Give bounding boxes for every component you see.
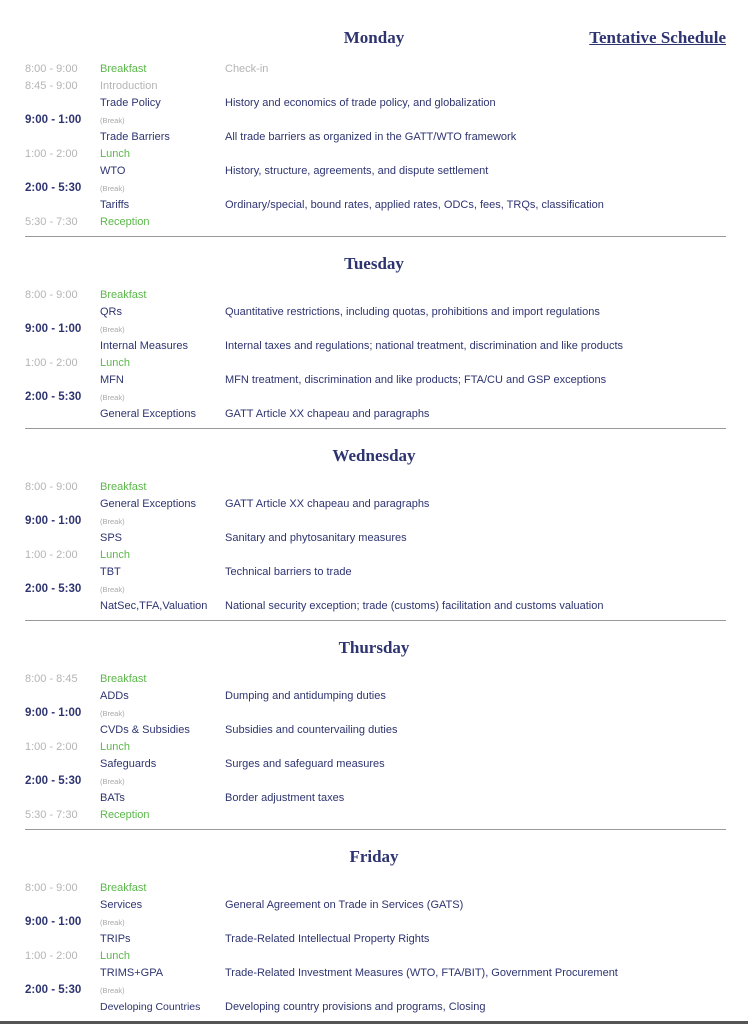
schedule-row <box>0 982 748 999</box>
session-description: Internal taxes and regulations; national treatment, discrimination and like products <box>225 340 624 352</box>
time-slot: 5:30 - 7:30 <box>25 809 78 821</box>
session-title: SPS <box>100 532 123 544</box>
time-slot: 8:00 - 9:00 <box>25 481 78 493</box>
session-title: WTO <box>100 165 126 177</box>
session-description: Surges and safeguard measures <box>225 758 385 770</box>
day-title: Friday <box>349 847 399 866</box>
schedule-row <box>0 756 748 773</box>
session-title: BATs <box>100 792 125 804</box>
session-title: (Break) <box>100 325 125 334</box>
day-title: Tuesday <box>344 254 404 273</box>
session-title: (Break) <box>100 918 125 927</box>
tentative-schedule-heading: Tentative Schedule <box>589 28 726 47</box>
session-description: Quantitative restrictions, including quotas, prohibitions and import regulations <box>225 306 600 318</box>
schedule-row <box>0 479 748 496</box>
schedule-row <box>0 948 748 965</box>
day-title: Monday <box>343 28 405 47</box>
schedule-row <box>0 180 748 197</box>
session-title: (Break) <box>100 517 125 526</box>
schedule-row <box>0 688 748 705</box>
session-description: Developing country provisions and programs, Closing <box>225 1001 486 1013</box>
schedule-row <box>0 287 748 304</box>
time-slot: 8:00 - 9:00 <box>25 63 78 75</box>
time-slot: 8:00 - 9:00 <box>25 882 78 894</box>
time-slot: 8:45 - 9:00 <box>25 80 78 92</box>
session-title: (Break) <box>100 709 125 718</box>
session-title: Tariffs <box>100 199 130 211</box>
schedule-row <box>0 773 748 790</box>
schedule-row <box>0 790 748 807</box>
schedule-row <box>0 406 748 423</box>
session-description: MFN treatment, discrimination and like products; FTA/CU and GSP exceptions <box>225 374 607 386</box>
time-slot: 2:00 - 5:30 <box>25 583 82 595</box>
session-description: Ordinary/special, bound rates, applied rates, ODCs, fees, TRQs, classification <box>225 199 604 211</box>
time-slot: 9:00 - 1:00 <box>25 323 82 335</box>
session-title: ADDs <box>100 690 129 702</box>
session-title: Breakfast <box>100 289 147 301</box>
session-description: Sanitary and phytosanitary measures <box>225 532 407 544</box>
day-section-tuesday <box>0 237 748 429</box>
day-section-friday <box>0 830 748 1022</box>
session-title: (Break) <box>100 184 125 193</box>
schedule-row <box>0 372 748 389</box>
session-title: Breakfast <box>100 481 147 493</box>
session-description: All trade barriers as organized in the GATT/WTO framework <box>225 131 517 143</box>
schedule-row <box>0 722 748 739</box>
session-description: Trade-Related Investment Measures (WTO, FTA/BIT), Government Procurement <box>225 967 618 979</box>
time-slot: 9:00 - 1:00 <box>25 515 82 527</box>
time-slot: 1:00 - 2:00 <box>25 549 78 561</box>
session-description: Dumping and antidumping duties <box>225 690 386 702</box>
day-title: Wednesday <box>332 446 416 465</box>
session-title: Lunch <box>100 148 130 160</box>
schedule-row <box>0 163 748 180</box>
session-title: Lunch <box>100 549 130 561</box>
schedule-row <box>0 671 748 688</box>
session-title: Lunch <box>100 357 130 369</box>
session-description: Border adjustment taxes <box>225 792 345 804</box>
day-section-thursday <box>0 621 748 830</box>
session-title: (Break) <box>100 986 125 995</box>
session-description: Subsidies and countervailing duties <box>225 724 398 736</box>
schedule-row <box>0 197 748 214</box>
time-slot: 1:00 - 2:00 <box>25 357 78 369</box>
schedule-row <box>0 564 748 581</box>
session-title: General Exceptions <box>100 408 196 420</box>
day-title: Thursday <box>338 638 410 657</box>
session-title: Breakfast <box>100 63 147 75</box>
day-section-wednesday <box>0 429 748 621</box>
session-description: National security exception; trade (customs) facilitation and customs valuation <box>225 600 604 612</box>
schedule-row <box>0 338 748 355</box>
schedule-row <box>0 581 748 598</box>
schedule-row <box>0 389 748 406</box>
time-slot: 1:00 - 2:00 <box>25 950 78 962</box>
schedule-row <box>0 146 748 163</box>
schedule-row <box>0 547 748 564</box>
session-title: Reception <box>100 809 150 821</box>
session-description: History and economics of trade policy, and globalization <box>225 97 496 109</box>
schedule-row <box>0 304 748 321</box>
time-slot: 2:00 - 5:30 <box>25 984 82 996</box>
schedule-row <box>0 999 748 1016</box>
session-description: GATT Article XX chapeau and paragraphs <box>225 408 430 420</box>
time-slot: 8:00 - 9:00 <box>25 289 78 301</box>
time-slot: 9:00 - 1:00 <box>25 916 82 928</box>
session-title: Services <box>100 899 143 911</box>
schedule-row <box>0 112 748 129</box>
schedule-row <box>0 914 748 931</box>
session-title: TBT <box>100 566 121 578</box>
session-title: CVDs & Subsidies <box>100 724 190 736</box>
time-slot: 2:00 - 5:30 <box>25 182 82 194</box>
schedule-row <box>0 880 748 897</box>
session-title: Safeguards <box>100 758 157 770</box>
time-slot: 2:00 - 5:30 <box>25 391 82 403</box>
schedule-row <box>0 530 748 547</box>
session-description: Trade-Related Intellectual Property Rights <box>225 933 430 945</box>
session-title: (Break) <box>100 116 125 125</box>
session-title: TRIMS+GPA <box>100 967 164 979</box>
session-title: Lunch <box>100 950 130 962</box>
session-title: Introduction <box>100 80 158 92</box>
schedule-row <box>0 513 748 530</box>
session-title: MFN <box>100 374 124 386</box>
schedule-row <box>0 95 748 112</box>
schedule-row <box>0 598 748 615</box>
session-title: Developing Countries <box>100 1001 201 1013</box>
time-slot: 1:00 - 2:00 <box>25 148 78 160</box>
time-slot: 2:00 - 5:30 <box>25 775 82 787</box>
schedule-row <box>0 705 748 722</box>
session-title: (Break) <box>100 585 125 594</box>
session-description: GATT Article XX chapeau and paragraphs <box>225 498 430 510</box>
schedule-row <box>0 61 748 78</box>
session-title: (Break) <box>100 393 125 402</box>
session-title: Trade Policy <box>100 97 161 109</box>
session-title: Trade Barriers <box>100 131 170 143</box>
schedule-row <box>0 739 748 756</box>
time-slot: 1:00 - 2:00 <box>25 741 78 753</box>
session-description: Technical barriers to trade <box>225 566 352 578</box>
schedule-row <box>0 214 748 231</box>
schedule-row <box>0 931 748 948</box>
schedule-row <box>0 321 748 338</box>
schedule-row <box>0 965 748 982</box>
schedule-document <box>0 11 748 1022</box>
schedule-row <box>0 129 748 146</box>
session-title: Lunch <box>100 741 130 753</box>
session-title: Breakfast <box>100 882 147 894</box>
day-section-monday <box>0 11 748 237</box>
session-description: Check-in <box>225 63 269 75</box>
schedule-row <box>0 897 748 914</box>
schedule-row <box>0 355 748 372</box>
session-title: Internal Measures <box>100 340 189 352</box>
session-title: Breakfast <box>100 673 147 685</box>
session-title: Reception <box>100 216 150 228</box>
schedule-row <box>0 496 748 513</box>
time-slot: 9:00 - 1:00 <box>25 707 82 719</box>
schedule-row <box>0 807 748 824</box>
time-slot: 5:30 - 7:30 <box>25 216 78 228</box>
session-title: NatSec,TFA,Valuation <box>100 600 208 612</box>
session-title: (Break) <box>100 777 125 786</box>
time-slot: 8:00 - 8:45 <box>25 673 78 685</box>
session-title: QRs <box>100 306 122 318</box>
schedule-row <box>0 78 748 95</box>
time-slot: 9:00 - 1:00 <box>25 114 82 126</box>
session-title: TRIPs <box>100 933 131 945</box>
session-description: General Agreement on Trade in Services (GATS) <box>225 899 464 911</box>
session-description: History, structure, agreements, and dispute settlement <box>225 165 489 177</box>
session-title: General Exceptions <box>100 498 196 510</box>
